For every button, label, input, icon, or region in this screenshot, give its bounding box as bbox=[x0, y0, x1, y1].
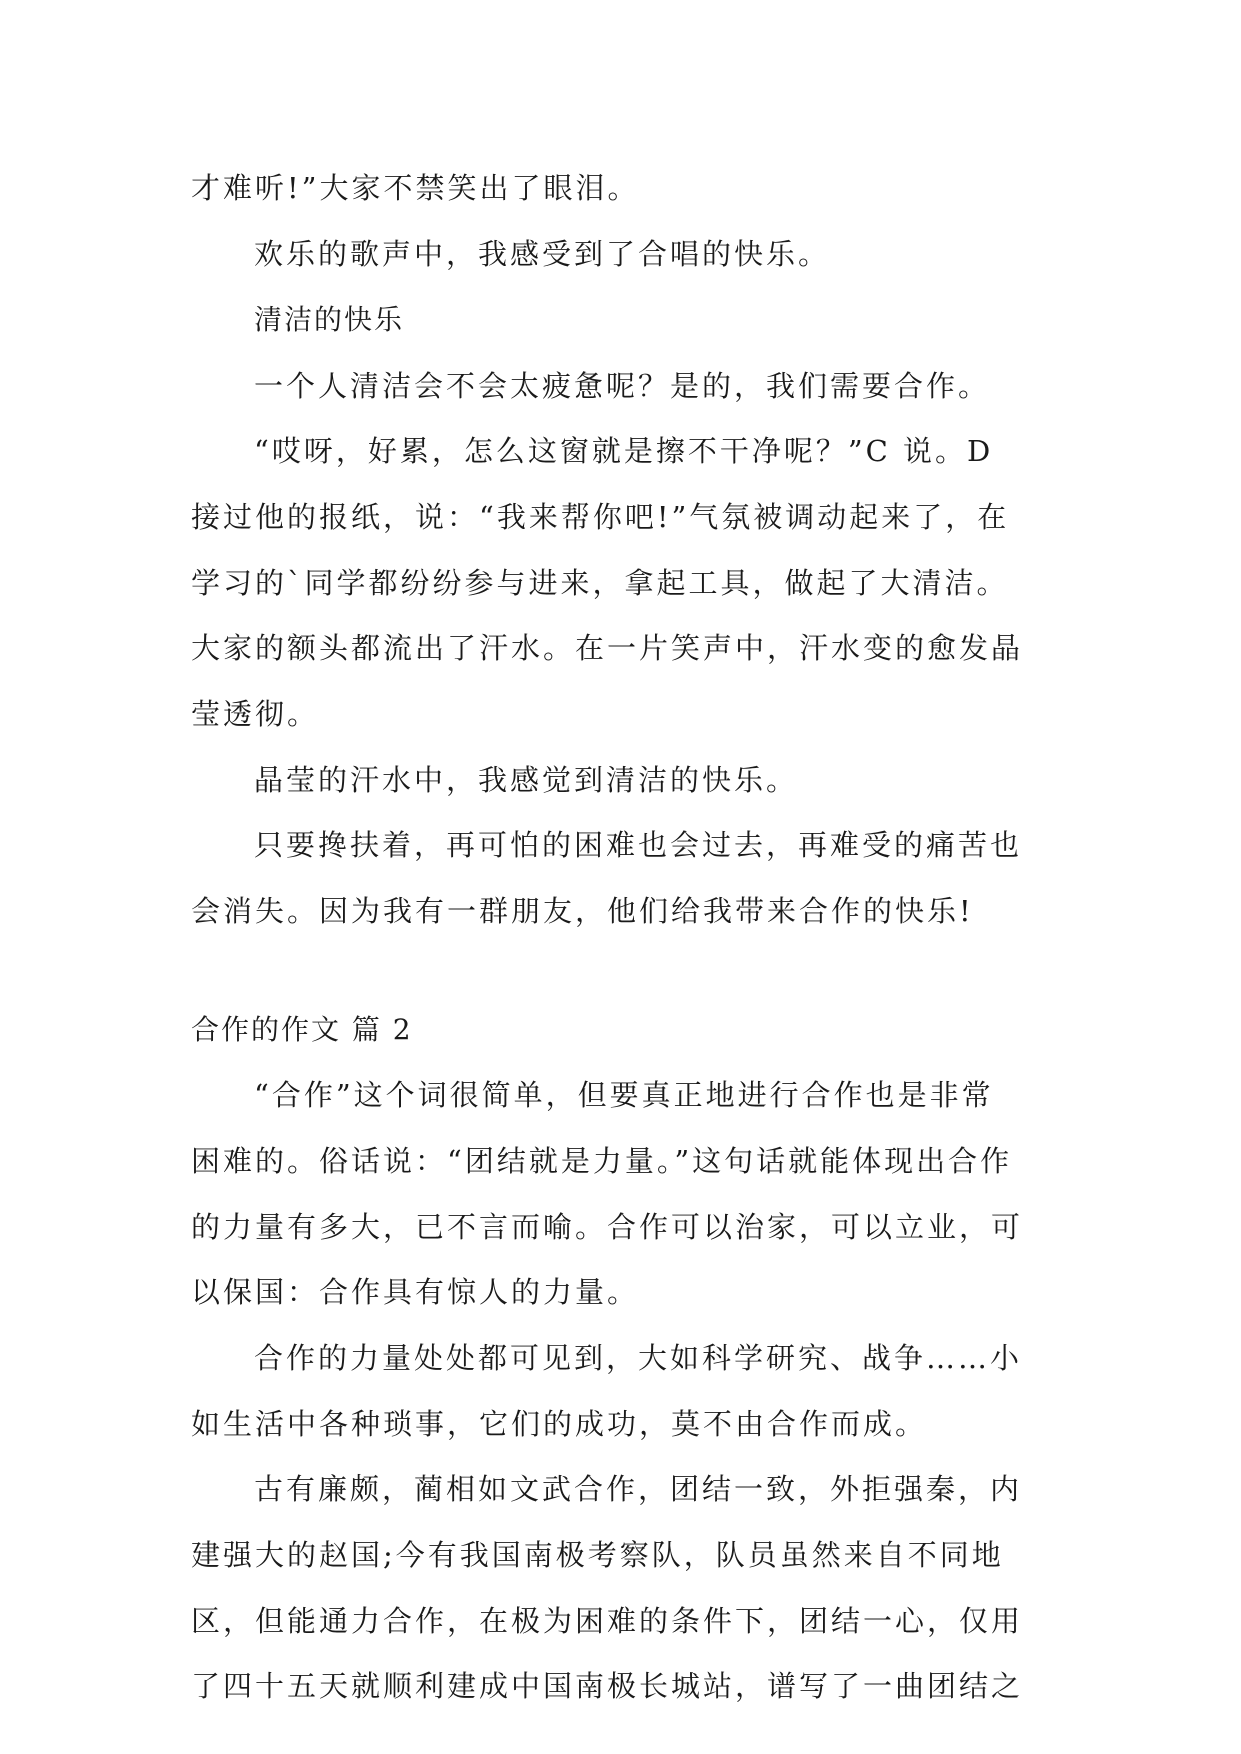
text-line: 才难听!”大家不禁笑出了眼泪。 bbox=[191, 171, 640, 205]
section-title: 合作的作文 篇 2 bbox=[191, 1013, 413, 1046]
text-line: 学习的`同学都纷纷参与进来，拿起工具，做起了大清洁。 bbox=[191, 566, 1009, 600]
text-line: 如生活中各种琐事，它们的成功，莫不由合作而成。 bbox=[191, 1407, 928, 1441]
text-line: 古有廉颇，蔺相如文武合作，团结一致，外拒强秦，内 bbox=[254, 1472, 1023, 1506]
text-line: 建强大的赵国;今有我国南极考察队，队员虽然来自不同地 bbox=[191, 1538, 1004, 1572]
text-line: 合作的力量处处都可见到，大如科学研究、战争……小 bbox=[254, 1341, 1023, 1375]
text-line: 欢乐的歌声中，我感受到了合唱的快乐。 bbox=[254, 237, 831, 271]
text-line: 莹透彻。 bbox=[191, 697, 320, 731]
text-line: 区，但能通力合作，在极为困难的条件下，团结一心，仅用 bbox=[191, 1604, 1024, 1638]
text-line: 晶莹的汗水中，我感觉到清洁的快乐。 bbox=[254, 763, 799, 797]
text-line: 一个人清洁会不会太疲惫呢？是的，我们需要合作。 bbox=[254, 369, 991, 403]
text-line: 大家的额头都流出了汗水。在一片笑声中，汗水变的愈发晶 bbox=[191, 631, 1024, 665]
text-line: “合作”这个词很简单，但要真正地进行合作也是非常 bbox=[254, 1078, 994, 1112]
text-line: 以保国：合作具有惊人的力量。 bbox=[191, 1275, 640, 1309]
text-line: 的力量有多大，已不言而喻。合作可以治家，可以立业，可 bbox=[191, 1210, 1024, 1244]
text-line: 困难的。俗话说：“团结就是力量。”这句话就能体现出合作 bbox=[191, 1144, 1013, 1178]
text-line: 会消失。因为我有一群朋友，他们给我带来合作的快乐! bbox=[191, 894, 974, 928]
section-subheading: 清洁的快乐 bbox=[254, 303, 405, 336]
text-line: 了四十五天就顺利建成中国南极长城站，谱写了一曲团结之 bbox=[191, 1669, 1024, 1703]
text-line: “哎呀，好累，怎么这窗就是擦不干净呢？”C 说。D bbox=[254, 434, 994, 468]
text-line: 接过他的报纸，说：“我来帮你吧!”气氛被调动起来了，在 bbox=[191, 500, 1010, 534]
text-line: 只要搀扶着，再可怕的困难也会过去，再难受的痛苦也 bbox=[254, 828, 1023, 862]
